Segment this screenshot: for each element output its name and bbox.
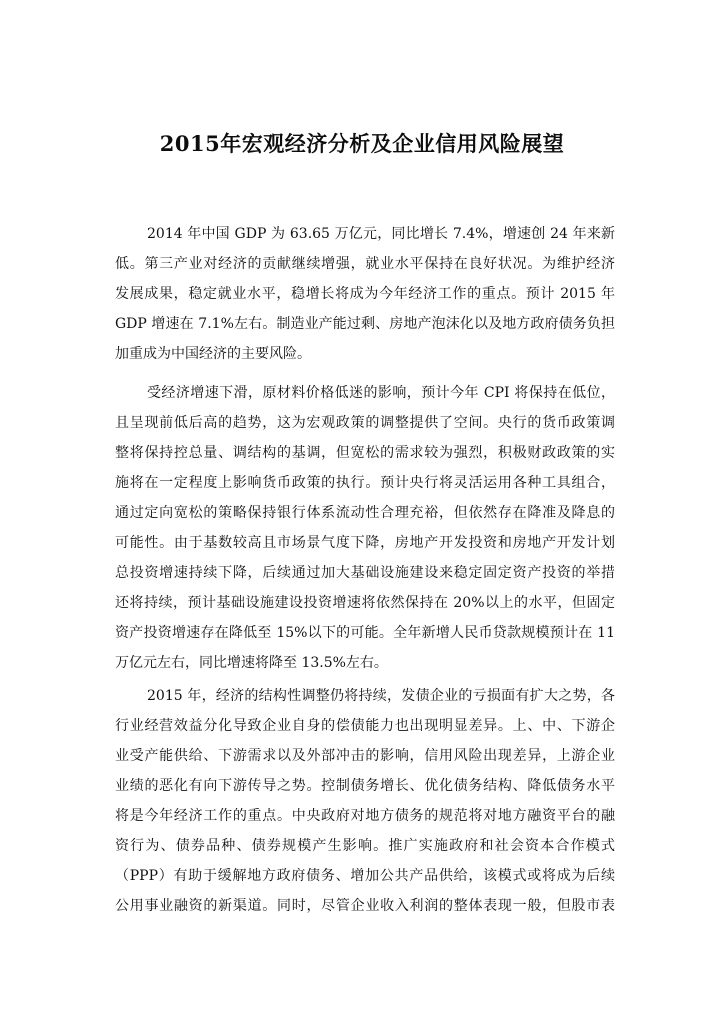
text-line: 施将在一定程度上影响货币政策的执行。预计央行将灵活运用各种工具组合，: [115, 475, 615, 491]
text-line: 2014 年中国 GDP 为 63.65 万亿元，同比增长 7.4%，增速创 24 年来新: [147, 226, 615, 242]
paragraph-monetary-policy: [115, 378, 615, 678]
text-line: 业受产能供给、下游需求以及外部冲击的影响，信用风险出现差异，上游企业: [115, 748, 615, 764]
text-line: 受经济增速下滑，原材料价格低迷的影响，预计今年 CPI 将保持在低位，: [147, 385, 615, 401]
text-line: 资行为、债券品种、债券规模产生影响。推广实施政府和社会资本合作模式: [115, 838, 615, 854]
text-line: 通过定向宽松的策略保持银行体系流动性合理充裕，但依然存在降准及降息的: [115, 505, 615, 521]
paragraph-gdp-overview: [115, 219, 615, 369]
text-line: 业绩的恶化有向下游传导之势。控制债务增长、优化债务结构、降低债务水平: [115, 778, 615, 794]
text-line: 资产投资增速存在降低至 15%以下的可能。全年新增人民币贷款规模预计在 11: [115, 625, 615, 641]
text-line: 行业经营效益分化导致企业自身的偿债能力也出现明显差异。上、中、下游企: [115, 718, 615, 734]
text-line: 且呈现前低后高的趋势，这为宏观政策的调整提供了空间。央行的货币政策调: [115, 415, 615, 431]
text-line: （PPP）有助于缓解地方政府债务、增加公共产品供给，该模式或将成为后续: [115, 868, 615, 884]
text-line: 加重成为中国经济的主要风险。: [115, 346, 311, 362]
text-line: 还将持续，预计基础设施建设投资增速将依然保持在 20%以上的水平，但固定: [115, 595, 615, 611]
text-line: 公用事业融资的新渠道。同时，尽管企业收入利润的整体表现一般，但股市表: [115, 898, 615, 914]
text-line: 低。第三产业对经济的贡献继续增强，就业水平保持在良好状况。为维护经济: [115, 256, 615, 272]
text-line: 可能性。由于基数较高且市场景气度下降，房地产开发投资和房地产开发计划: [115, 535, 615, 551]
text-line: 万亿元左右，同比增速将降至 13.5%左右。: [115, 655, 388, 671]
text-line: 将是今年经济工作的重点。中央政府对地方债务的规范将对地方融资平台的融: [115, 808, 615, 824]
text-line: GDP 增速在 7.1%左右。制造业产能过剩、房地产泡沫化以及地方政府债务负担: [115, 316, 615, 332]
text-line: 发展成果，稳定就业水平，稳增长将成为今年经济工作的重点。预计 2015 年: [115, 286, 615, 302]
paragraph-credit-risk: [115, 681, 615, 921]
text-line: 整将保持控总量、调结构的基调，但宽松的需求较为强烈，积极财政政策的实: [115, 445, 615, 461]
text-line: 2015 年，经济的结构性调整仍将持续，发债企业的亏损面有扩大之势，各: [147, 688, 615, 704]
document-title: 2015年宏观经济分析及企业信用风险展望: [159, 131, 565, 156]
text-line: 总投资增速持续下降，后续通过加大基础设施建设来稳定固定资产投资的举措: [115, 565, 615, 581]
